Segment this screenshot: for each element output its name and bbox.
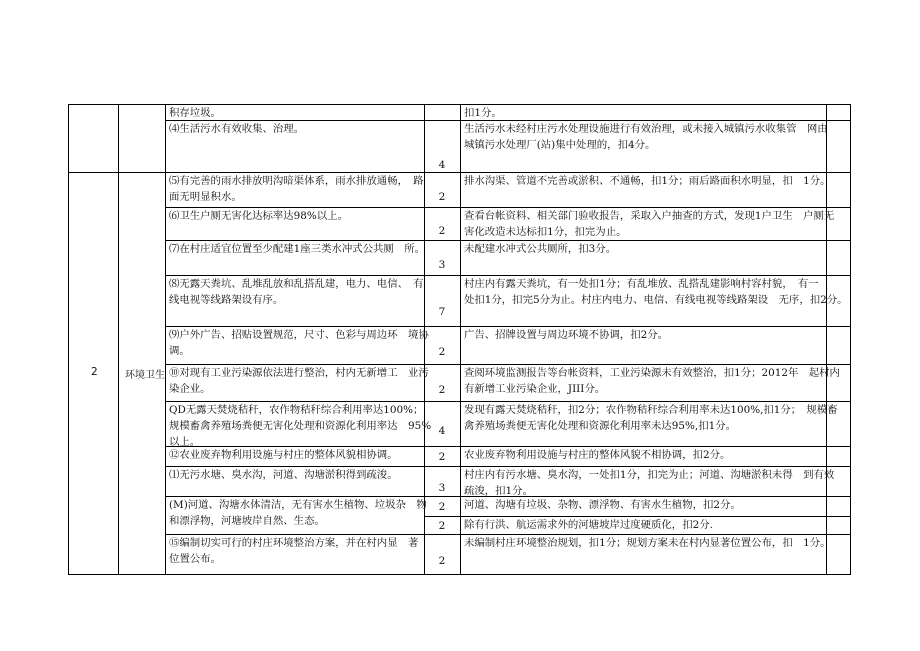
- score-cell: 2: [438, 520, 446, 532]
- criteria-text: ⑮编制切实可行的村庄环境整治方案，并在村内显 著: [169, 537, 419, 549]
- deduction-text: 害化改造未达标扣1分，扣完为止。: [464, 226, 627, 238]
- criteria-text: 以上。: [169, 436, 201, 448]
- criteria-text: ⑸有完善的雨水排放明沟暗渠体系，雨水排放通畅， 路: [169, 175, 424, 187]
- deduction-text: 禽养殖场粪便无害化处理和资源化利用率未达95%,扣1分。: [464, 420, 736, 432]
- deduction-text: 排水沟渠、管道不完善或淤积、不通畅，扣1分；雨后路面积水明显，扣 1分。: [464, 175, 831, 187]
- deduction-text: 村庄内有污水塘、臭水沟，一处扣1分，扣完为止；河道、沟塘淤积未得 到有效: [464, 469, 835, 481]
- criteria-text: 和漂浮物，河塘坡岸自然、生态。: [169, 515, 325, 527]
- criteria-text: QD无露天焚烧秸秆，农作物秸秆综合利用率达100%；: [169, 404, 424, 416]
- criteria-text: 线电视等线路架设有序。: [169, 294, 284, 306]
- criteria-text: 规模畜禽养殖场粪便无害化处理和资源化利用率达 95%: [169, 420, 432, 432]
- deduction-text: 河道、沟塘有垃圾、杂物、漂浮物、有害水生植物，扣2分。: [464, 499, 741, 511]
- criteria-text: ⑴无污水塘、臭水沟，河道、沟塘淤积得到疏浚。: [169, 469, 398, 481]
- criteria-text: 位置公布。: [169, 553, 221, 565]
- deduction-text: 除有行洪、航运需求外的河塘坡岸过度硬质化，扣2分.: [464, 519, 713, 531]
- grid-line: [850, 104, 851, 575]
- criteria-text: ⑼户外广告、招贴设置规范，尺寸、色彩与周边环 境协: [169, 329, 429, 341]
- deduction-text: 查阅环境监测报告等台帐资料，工业污染源未有效整治，扣1分；2012年 起村内: [464, 367, 840, 379]
- score-cell: 2: [438, 501, 446, 513]
- grid-line: [118, 104, 119, 575]
- deduction-text: 广告、招牌设置与周边环境不协调，扣2分。: [464, 329, 669, 341]
- deduction-text: 未编制村庄环境整治规划，扣1分；规划方案未在村内显著位置公布，扣 1分。: [464, 537, 831, 549]
- grid-line: [68, 172, 165, 173]
- score-cell: 2: [438, 555, 446, 567]
- score-cell: 2: [438, 225, 446, 237]
- score-cell: 2: [438, 191, 446, 203]
- criteria-text: ⑷生活污水有效收集、治理。: [169, 123, 305, 135]
- score-cell: 2: [438, 346, 446, 358]
- deduction-text: 扣1分。: [464, 107, 502, 119]
- deduction-text: 生活污水未经村庄污水处理设施进行有效治理，或未接入城镇污水收集管 网由: [464, 123, 828, 135]
- criteria-text: ⑹卫生户厕无害化达标率达98%以上。: [169, 210, 348, 222]
- criteria-text: 调。: [169, 345, 190, 357]
- item-index: 2: [91, 366, 98, 378]
- criteria-text: ⑻无露天粪坑、乱堆乱放和乱搭乱建，电力、电信、 有: [169, 278, 424, 290]
- deduction-text: 处扣1分，扣完5分为止。村庄内电力、电信、有线电视等线路架设 无序，扣2分。: [464, 294, 848, 306]
- score-cell: 2: [438, 451, 446, 463]
- grid-line: [68, 104, 69, 575]
- score-cell: 4: [438, 425, 446, 437]
- deduction-text: 村庄内有露天粪坑，有一处扣1分；有乱堆放、乱搭乱建影响村容村貌， 有一: [464, 278, 819, 290]
- criteria-text: ⑫农业废弃物利用设施与村庄的整体风貌相协调。: [169, 449, 398, 461]
- item-category: 环境卫生: [125, 370, 165, 381]
- deduction-text: 查看台帐资料、相关部门验收报告，采取入户抽查的方式，发现1户卫生 户厕无: [464, 210, 835, 222]
- grid-line: [165, 104, 166, 575]
- criteria-text: 染企业。: [169, 383, 211, 395]
- score-cell: 4: [438, 159, 446, 171]
- grid-line: [460, 104, 461, 575]
- score-cell: 7: [438, 306, 446, 318]
- score-cell: 2: [438, 384, 446, 396]
- criteria-text: ⑺在村庄适宜位置至少配建1座三类水冲式公共厕 所。: [169, 243, 425, 255]
- deduction-text: 有新增工业污染企业，JIII分。: [464, 383, 606, 395]
- score-cell: 3: [438, 482, 446, 494]
- criteria-text: 面无明显积水。: [169, 191, 242, 203]
- deduction-text: 城镇污水处理厂(站)集中处理的，扣4分。: [464, 139, 656, 151]
- deduction-text: 发现有露天焚烧秸秆，扣2分；农作物秸秆综合利用率未达100%,扣1分； 规模畜: [464, 404, 838, 416]
- deduction-text: 未配建水冲式公共厕所，扣3分。: [464, 243, 617, 255]
- score-cell: 3: [438, 259, 446, 271]
- criteria-text: ⑩对现有工业污染源依法进行整治，村内无新增工 业污: [169, 367, 429, 379]
- criteria-text: (M)河道、沟塘水体清洁，无有害水生植物、垃圾杂 物: [169, 499, 427, 511]
- deduction-text: 疏浚，扣1分。: [464, 485, 533, 497]
- deduction-text: 农业废弃物利用设施与村庄的整体风貌不相协调，扣2分。: [464, 449, 731, 461]
- criteria-text: 积存垃圾。: [169, 107, 221, 119]
